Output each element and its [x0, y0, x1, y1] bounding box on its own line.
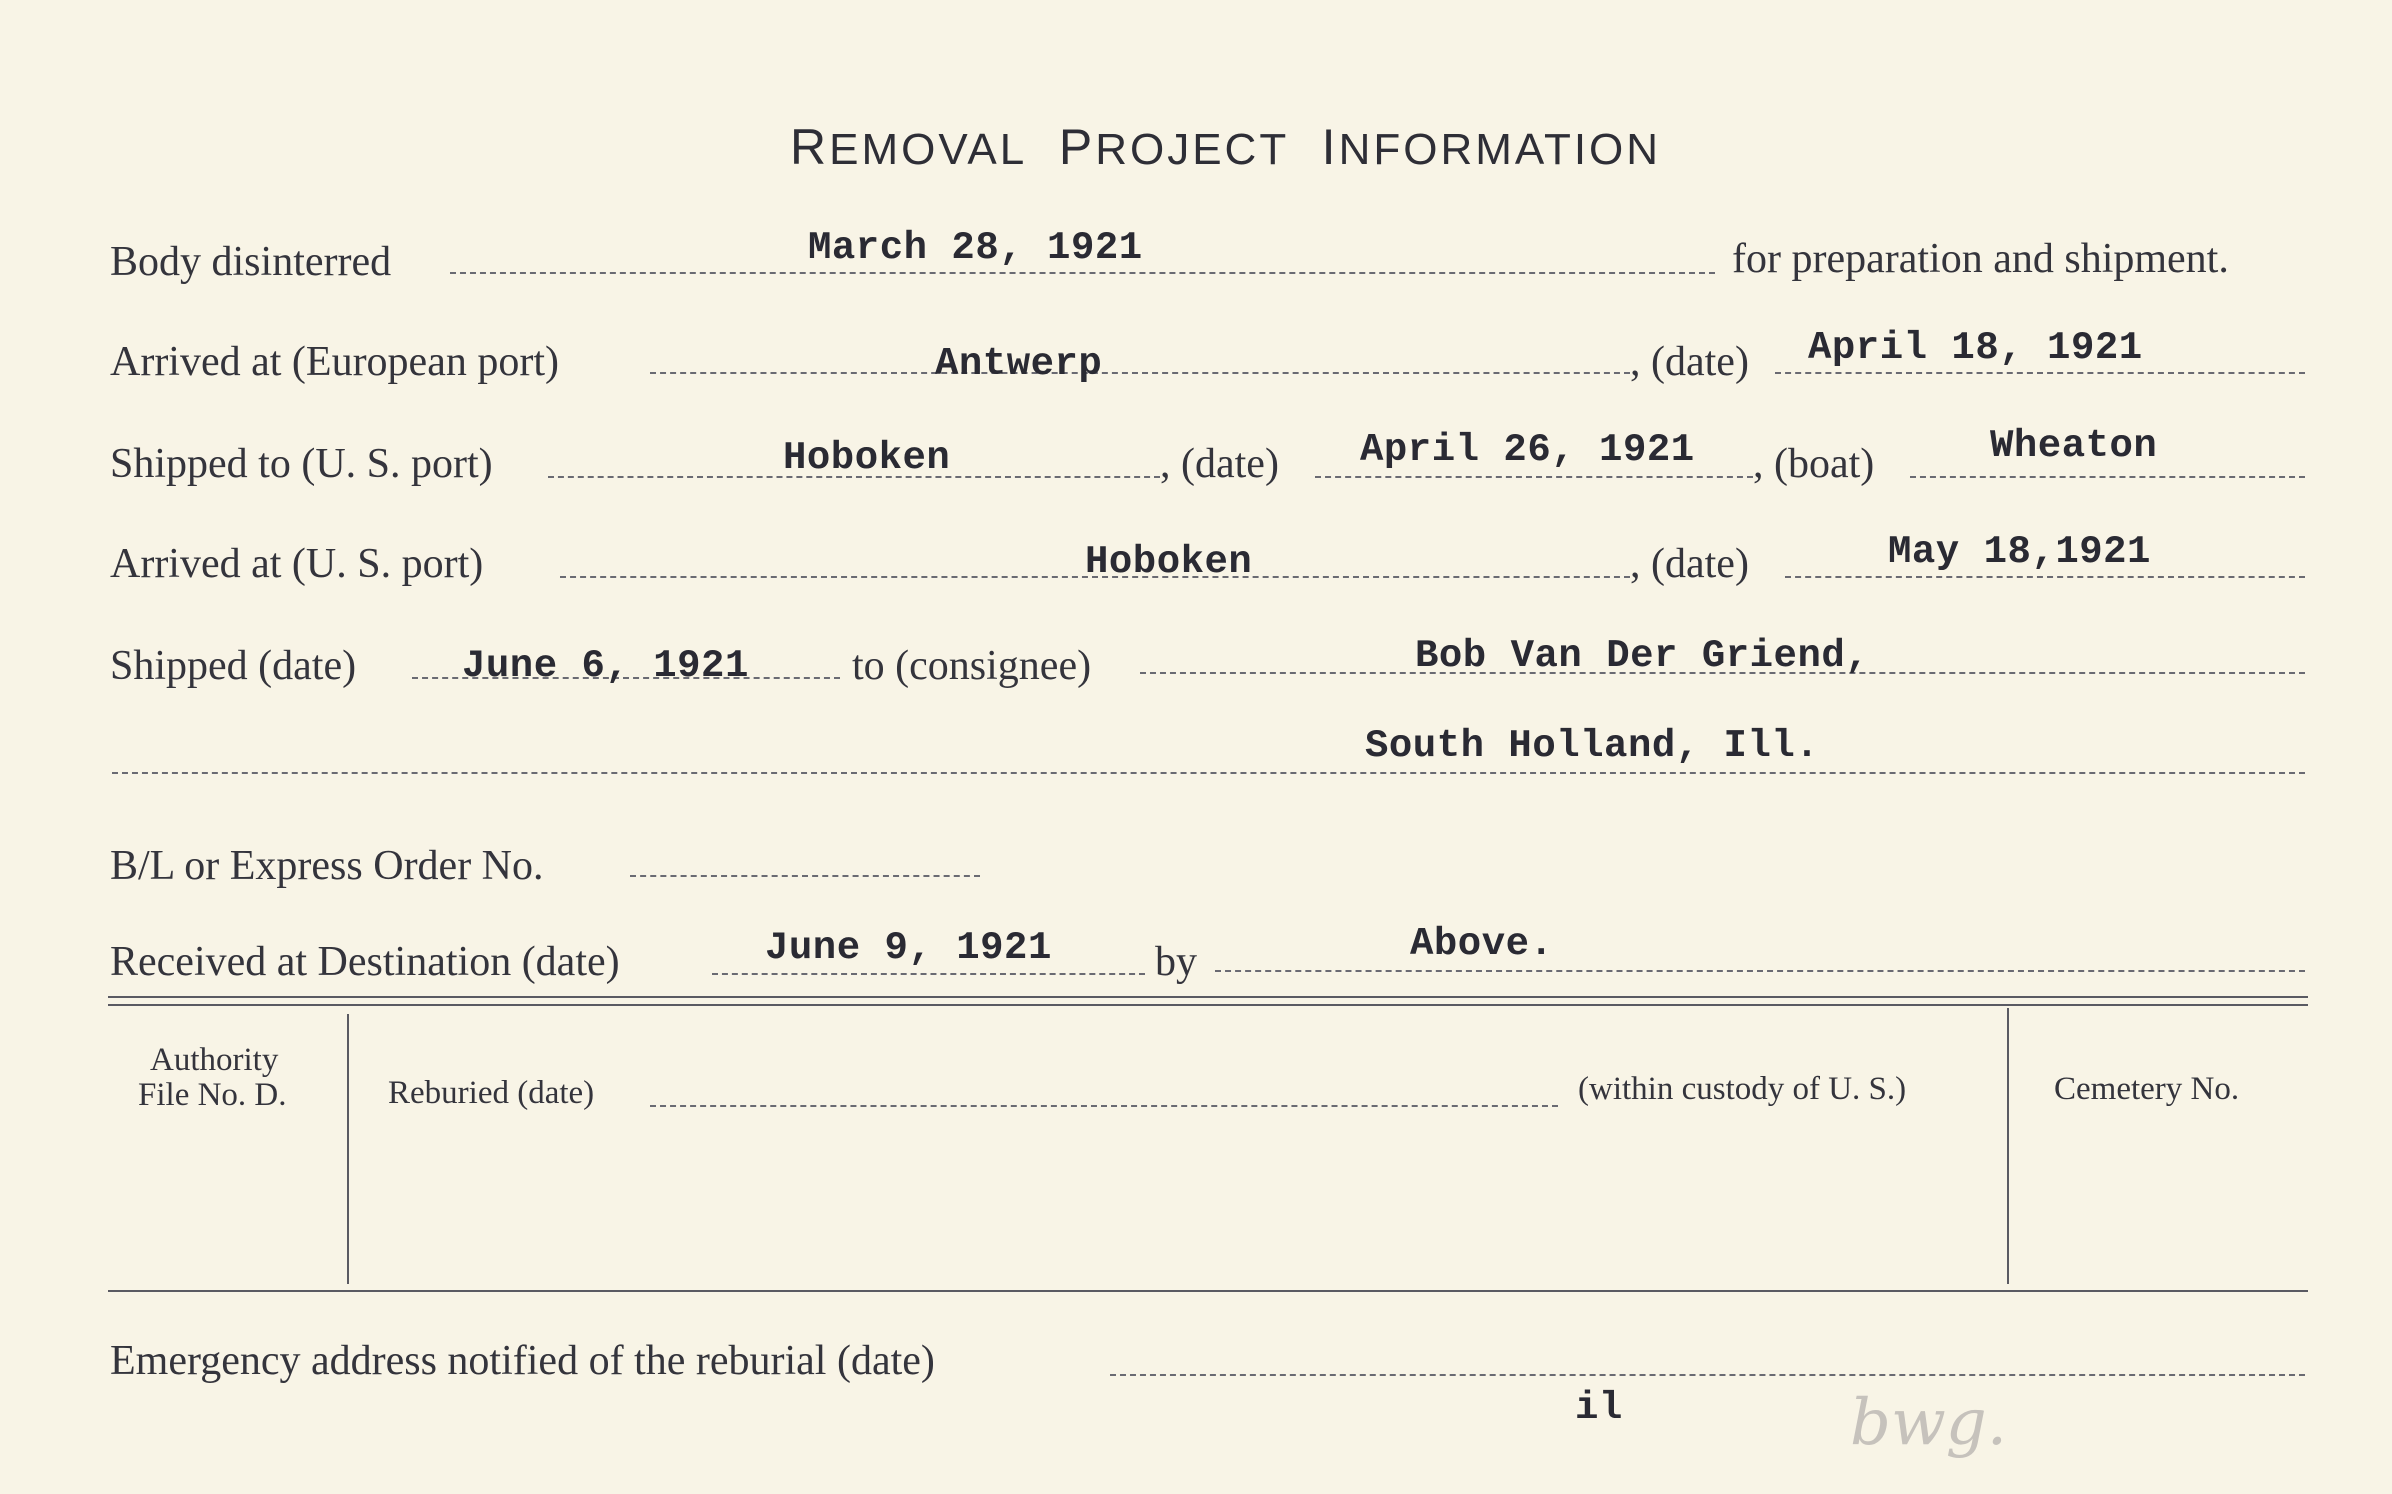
shipped-to-date-value: April 26, 1921 — [1360, 428, 1695, 472]
received-date-label: Received at Destination (date) — [110, 939, 620, 985]
shipped-to-value: Hoboken — [783, 436, 951, 480]
table-top-rule-1 — [108, 996, 2308, 998]
us-port-label: Arrived at (U. S. port) — [110, 541, 484, 587]
european-port-date-line — [1775, 372, 2305, 374]
body-disinterred-value: March 28, 1921 — [808, 226, 1143, 270]
us-port-date-line — [1785, 576, 2305, 578]
us-port-value: Hoboken — [1085, 540, 1253, 584]
european-port-line — [650, 372, 1630, 374]
table-top-rule-2 — [108, 1004, 2308, 1006]
consignee-label: to (consignee) — [852, 643, 1092, 689]
european-port-label: Arrived at (European port) — [110, 339, 559, 385]
title-word-removal: EMOVAL — [829, 125, 1026, 174]
preparation-shipment-text: for preparation and shipment. — [1732, 236, 2229, 282]
european-port-date-value: April 18, 1921 — [1808, 326, 2143, 370]
reburied-line — [650, 1105, 1558, 1107]
shipped-date-value: June 6, 1921 — [462, 644, 749, 688]
table-divider-left — [347, 1014, 349, 1284]
title-initial-project: P — [1058, 119, 1096, 175]
received-date-value: June 9, 1921 — [765, 926, 1052, 970]
body-disinterred-line — [450, 272, 1715, 274]
consignee-address: South Holland, Ill. — [1365, 724, 1820, 768]
emergency-label: Emergency address notified of the reburial (date) — [110, 1338, 935, 1384]
custody-label: (within custody of U. S.) — [1578, 1071, 1907, 1107]
title-word-project: ROJECT — [1095, 125, 1289, 174]
card-title — [790, 118, 1661, 176]
boat-label: , (boat) — [1753, 441, 1875, 487]
bl-order-label: B/L or Express Order No. — [110, 843, 544, 889]
table-divider-right — [2007, 1008, 2009, 1284]
title-initial-information: I — [1321, 119, 1339, 175]
shipped-to-label: Shipped to (U. S. port) — [110, 441, 493, 487]
shipped-date-label: Shipped (date) — [110, 643, 357, 689]
received-date-line — [712, 973, 1145, 975]
boat-value: Wheaton — [1990, 424, 2158, 468]
consignee-line-2 — [112, 772, 2305, 774]
received-by-line — [1215, 970, 2305, 972]
title-word-information: NFORMATION — [1338, 125, 1662, 174]
received-by-value: Above. — [1410, 922, 1554, 966]
authority-label-1: Authority — [150, 1042, 279, 1078]
shipped-to-date-line — [1315, 476, 1753, 478]
emergency-line — [1110, 1374, 2305, 1376]
reburied-label: Reburied (date) — [388, 1075, 595, 1111]
us-port-date-value: May 18,1921 — [1888, 530, 2151, 574]
shipped-to-date-label: , (date) — [1160, 441, 1279, 487]
table-bottom-rule — [108, 1290, 2308, 1292]
european-port-value: Antwerp — [935, 342, 1103, 386]
consignee-name: Bob Van Der Griend, — [1415, 634, 1870, 678]
received-by-label: by — [1155, 939, 1197, 985]
pencil-initials: bwg. — [1850, 1386, 2008, 1460]
boat-line — [1910, 476, 2305, 478]
european-port-date-label: , (date) — [1630, 339, 1749, 385]
authority-label-2: File No. D. — [138, 1077, 287, 1113]
title-initial-removal: R — [790, 119, 830, 175]
body-disinterred-label: Body disinterred — [110, 239, 392, 285]
bl-order-line — [630, 875, 980, 877]
cemetery-label: Cemetery No. — [2054, 1071, 2240, 1107]
typed-initials: il — [1575, 1386, 1623, 1430]
us-port-date-label: , (date) — [1630, 541, 1749, 587]
